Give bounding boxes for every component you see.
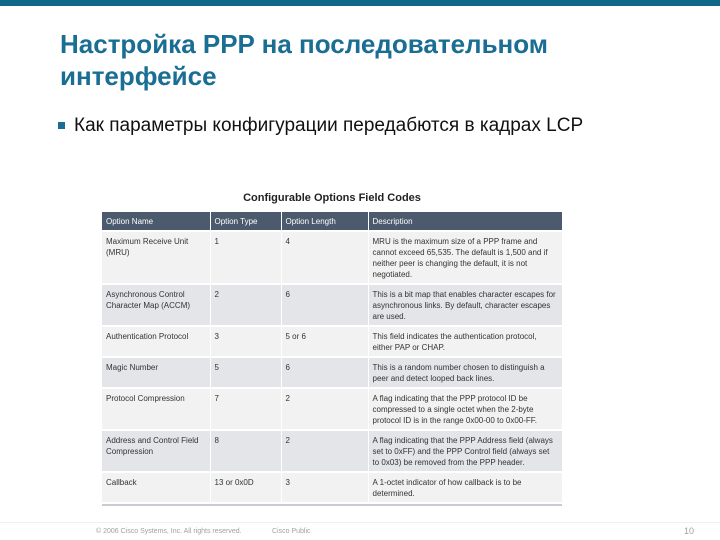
- cell-option-type: 13 or 0x0D: [210, 472, 281, 502]
- cell-description: MRU is the maximum size of a PPP frame and cannot exceed 65,535. The default is 1,500 and if neither peer is changing the default, it is not negotiated.: [368, 231, 562, 284]
- slide-title: [60, 28, 700, 92]
- cell-option-type: 7: [210, 388, 281, 430]
- table-caption: Configurable Options Field Codes: [243, 192, 421, 204]
- cell-option-length: 4: [281, 231, 368, 284]
- slide-title-line-1: Настройка PPP на последовательном: [60, 29, 549, 59]
- table-row: [102, 388, 562, 430]
- header-description: Description: [368, 212, 562, 231]
- table-row: [102, 326, 562, 357]
- cell-option-length: 2: [281, 388, 368, 430]
- table-row: [102, 472, 562, 502]
- bullet-square-icon: [58, 122, 65, 129]
- cell-option-name: Address and Control Field Compression: [102, 430, 210, 472]
- footer-copyright: © 2006 Cisco Systems, Inc. All rights reserved.: [96, 528, 242, 535]
- cell-option-name: Magic Number: [102, 357, 210, 388]
- cell-option-length: 2: [281, 430, 368, 472]
- table-row: [102, 284, 562, 326]
- options-table: [102, 212, 563, 502]
- header-option-type: Option Type: [210, 212, 281, 231]
- slide-title-line-2: интерфейсе: [60, 61, 217, 91]
- cell-option-type: 3: [210, 326, 281, 357]
- table-row: [102, 430, 562, 472]
- cell-description: This is a bit map that enables character escapes for asynchronous links. By default, character escapes are used.: [368, 284, 562, 326]
- cell-description: This is a random number chosen to distinguish a peer and detect looped back lines.: [368, 357, 562, 388]
- cell-option-length: 6: [281, 357, 368, 388]
- top-accent-bar: [0, 0, 720, 6]
- cell-option-type: 5: [210, 357, 281, 388]
- footer-classification: Cisco Public: [272, 528, 311, 535]
- table-bottom-rule: [102, 504, 562, 506]
- cell-option-length: 5 or 6: [281, 326, 368, 357]
- footer-divider: [0, 522, 720, 523]
- table-row: [102, 357, 562, 388]
- cell-option-type: 2: [210, 284, 281, 326]
- header-option-length: Option Length: [281, 212, 368, 231]
- cell-option-type: 8: [210, 430, 281, 472]
- cell-option-name: Callback: [102, 472, 210, 502]
- header-option-name: Option Name: [102, 212, 210, 231]
- cell-option-name: Maximum Receive Unit (MRU): [102, 231, 210, 284]
- cell-option-length: 6: [281, 284, 368, 326]
- cell-description: This field indicates the authentication protocol, either PAP or CHAP.: [368, 326, 562, 357]
- cell-description: A flag indicating that the PPP protocol ID be compressed to a single octet when the 2-byte protocol ID is in the range 0x00-00 to 0x00-FF.: [368, 388, 562, 430]
- cell-option-name: Authentication Protocol: [102, 326, 210, 357]
- bullet-text: Как параметры конфигурации передабются в кадрах LCP: [74, 115, 584, 136]
- page-number: 10: [683, 526, 694, 536]
- table-header-row: [102, 212, 562, 231]
- cell-option-name: Asynchronous Control Character Map (ACCM): [102, 284, 210, 326]
- table-row: [102, 231, 562, 284]
- cell-description: A 1-octet indicator of how callback is to be determined.: [368, 472, 562, 502]
- bullet-item: [58, 114, 688, 138]
- cell-description: A flag indicating that the PPP Address field (always set to 0xFF) and the PPP Control field (always set to 0x03) be removed from the PPP header.: [368, 430, 562, 472]
- cell-option-type: 1: [210, 231, 281, 284]
- cell-option-length: 3: [281, 472, 368, 502]
- cell-option-name: Protocol Compression: [102, 388, 210, 430]
